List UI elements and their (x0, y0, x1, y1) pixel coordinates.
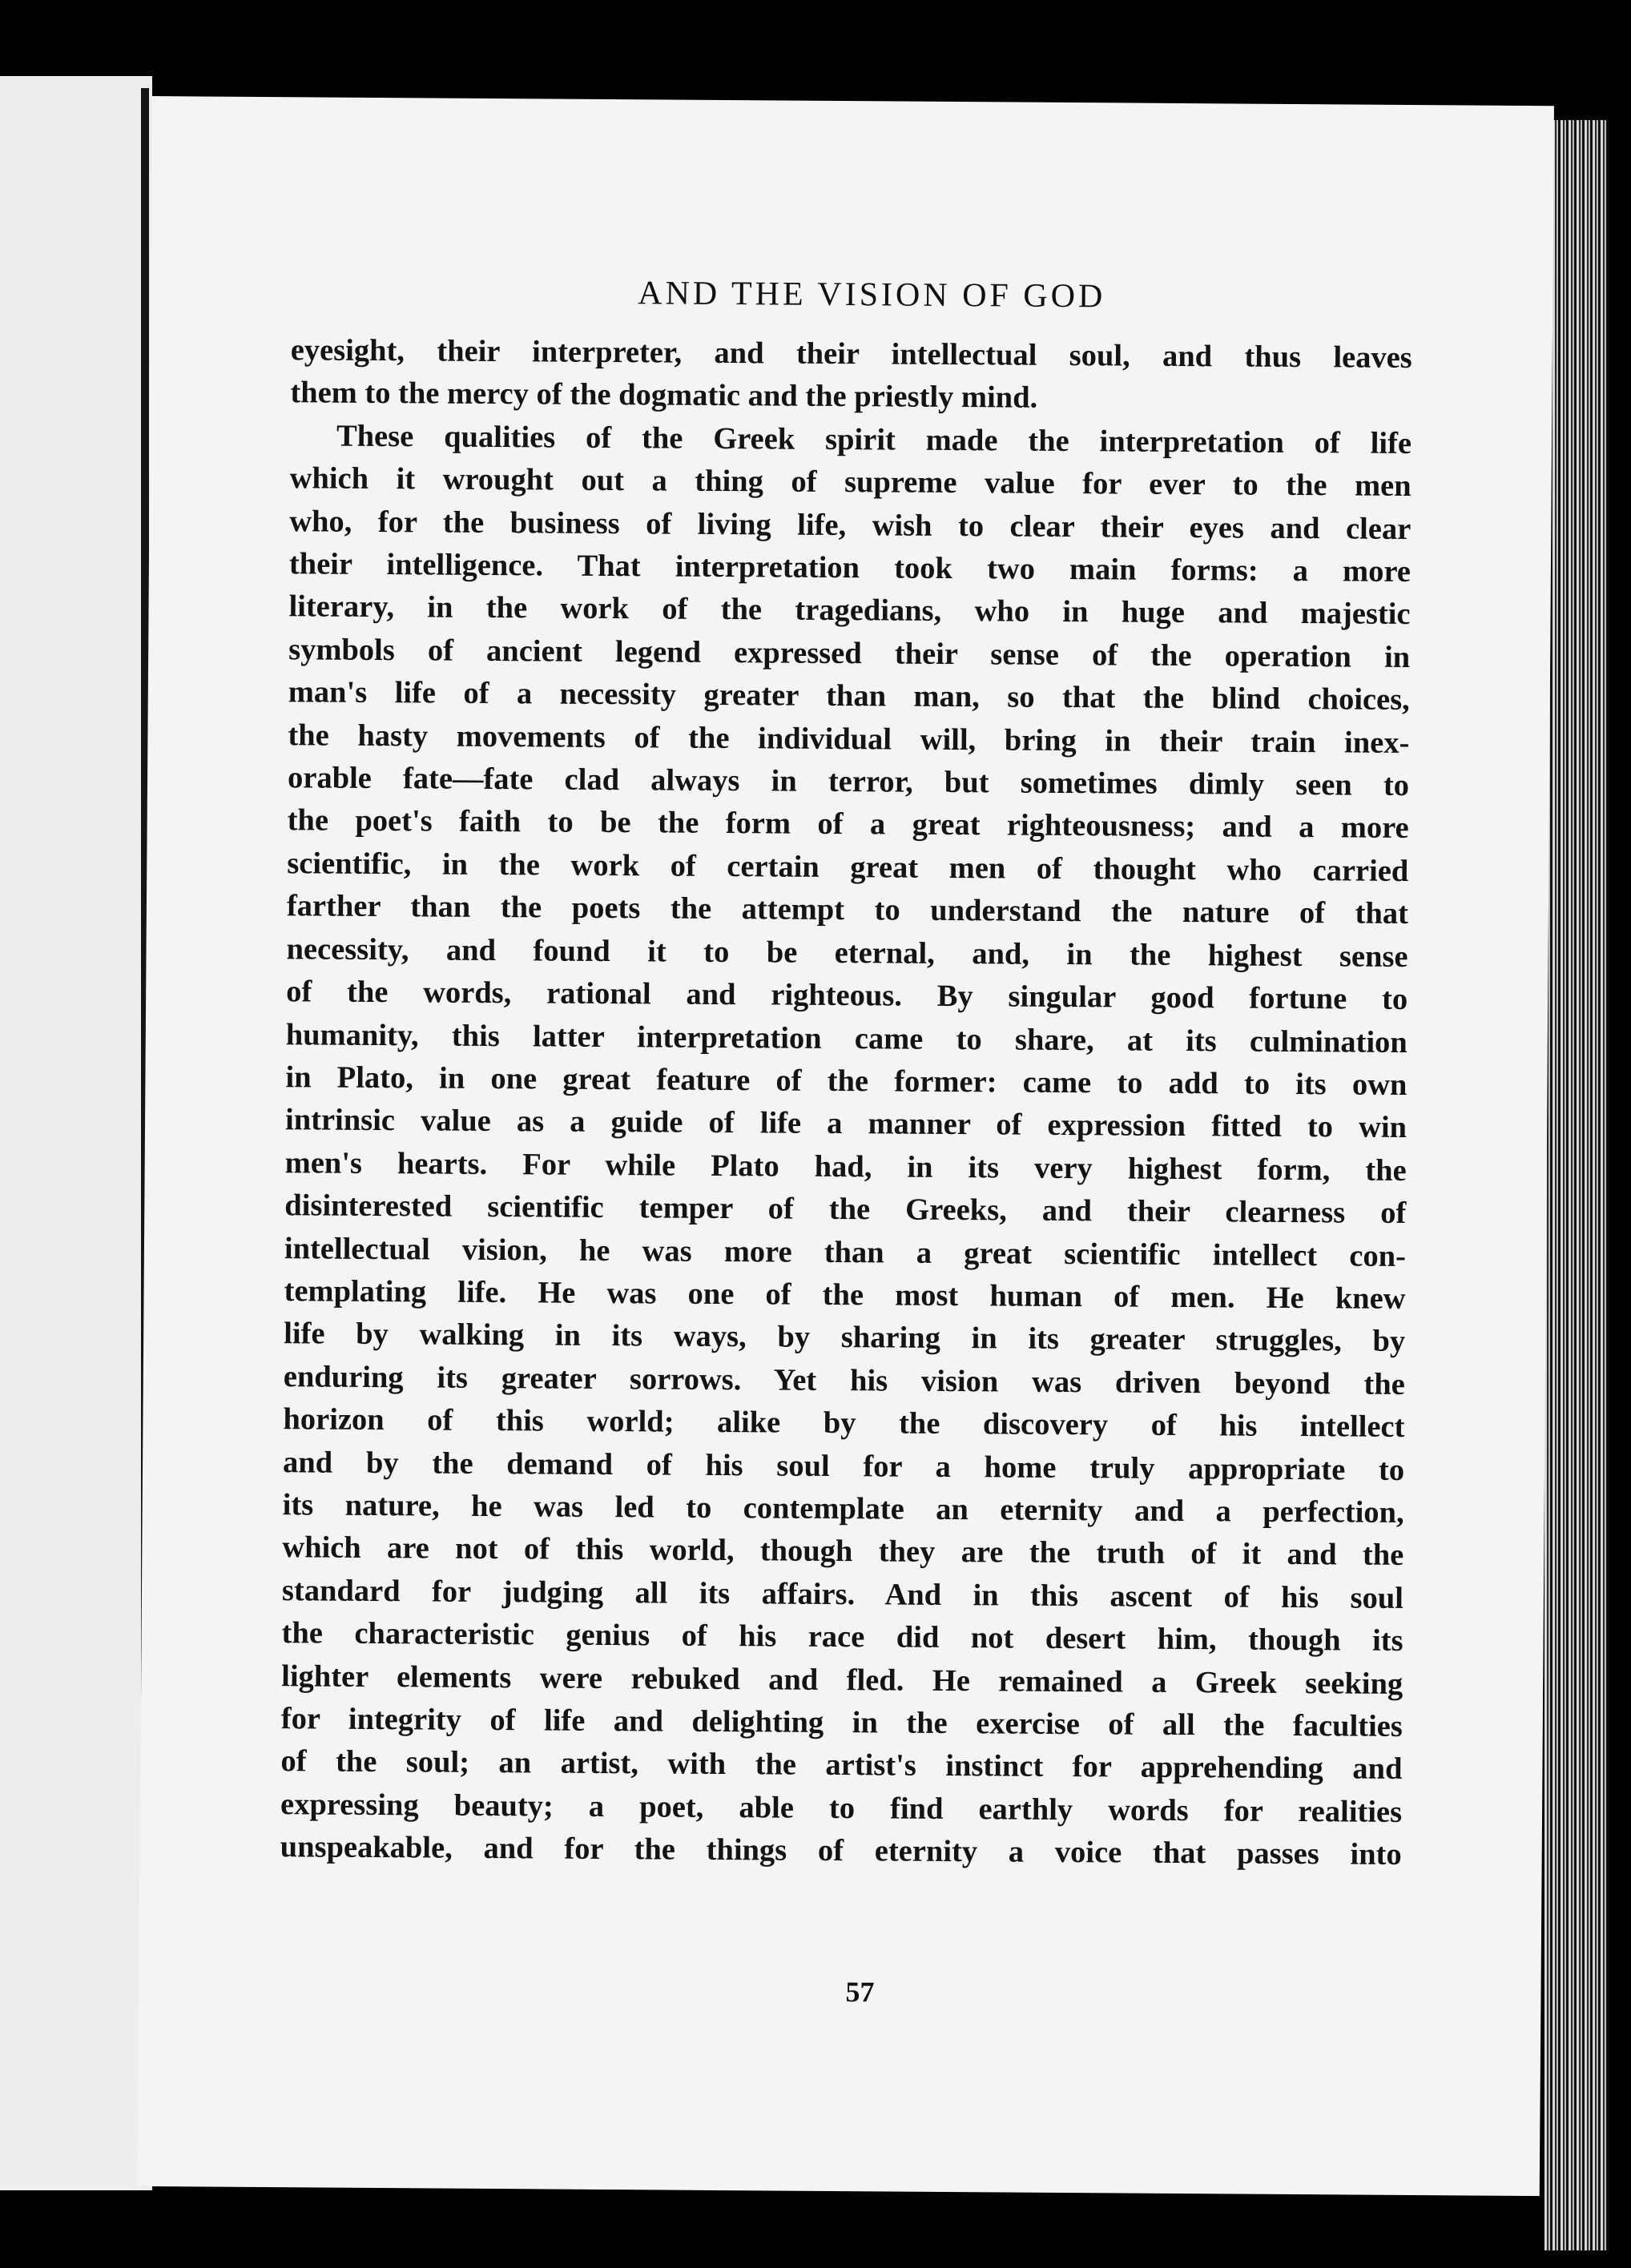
text-line: the poet's faith to be the form of a great righteousness; and a more (287, 803, 1409, 846)
text-line: expressing beauty; a poet, able to find earthly words for realities (280, 1787, 1403, 1829)
text-line: men's hearts. For while Plato had, in its very highest form, the (284, 1145, 1407, 1188)
text-line: horizon of this world; alike by the discovery of his intellect (283, 1402, 1405, 1445)
text-line: who, for the business of living life, wish to clear their eyes and clear (289, 504, 1412, 546)
body-text (280, 329, 1412, 1876)
text-line: which it wrought out a thing of supreme value for ever to the men (289, 461, 1412, 504)
page-number: 57 (845, 1976, 875, 2009)
text-line: which are not of this world, though they are the truth of it and the (282, 1530, 1404, 1573)
text-line: These qualities of the Greek spirit made the interpretation of life (336, 419, 1412, 460)
text-line: them to the mercy of the dogmatic and the priestly mind. (290, 376, 1038, 416)
text-line: its nature, he was led to contemplate an eternity and a perfection, (282, 1488, 1404, 1530)
text-line: orable fate—fate clad always in terror, but sometimes dimly seen to (287, 761, 1410, 803)
text-line: and by the demand of his soul for a home truly appropriate to (282, 1445, 1405, 1487)
text-line: of the soul; an artist, with the artist's instinct for apprehending and (280, 1744, 1403, 1787)
text-line: scientific, in the work of certain great men of thought who carried (287, 846, 1409, 888)
book-page (138, 96, 1554, 2196)
text-line: templating life. He was one of the most human of men. He knew (284, 1274, 1406, 1316)
text-line: intellectual vision, he was more than a great scientific intellect con- (284, 1231, 1407, 1273)
running-head: AND THE VISION OF GOD (638, 275, 1106, 316)
text-line: man's life of a necessity greater than man, so that the blind choices, (288, 675, 1410, 718)
text-line: the hasty movements of the individual will, bring in their train inex- (288, 718, 1410, 760)
text-line: unspeakable, and for the things of eternity a voice that passes into (280, 1830, 1402, 1872)
text-line: their intelligence. That interpretation took two main forms: a more (288, 547, 1412, 589)
text-line: farther than the poets the attempt to understand the nature of that (286, 889, 1409, 931)
text-line: life by walking in its ways, by sharing in its greater struggles, by (284, 1317, 1406, 1359)
text-line: of the words, rational and righteous. By singular good fortune to (286, 975, 1408, 1017)
facing-page-edge (0, 76, 152, 2190)
page-edges (1544, 120, 1609, 2250)
text-line: intrinsic value as a guide of life a manner of expression fitted to win (284, 1103, 1407, 1145)
text-line: in Plato, in one great feature of the former: came to add to its own (285, 1060, 1407, 1102)
text-line: the characteristic genius of his race did not desert him, though its (281, 1616, 1403, 1659)
text-line: disinterested scientific temper of the Greeks, and their clearness of (284, 1188, 1407, 1231)
text-line: eyesight, their interpreter, and their intellectual soul, and thus leaves (290, 333, 1412, 375)
text-line: enduring its greater sorrows. Yet his vision was driven beyond the (283, 1359, 1405, 1401)
text-line: literary, in the work of the tragedians, who in huge and majestic (288, 589, 1411, 632)
text-line: for integrity of life and delighting in the exercise of all the faculties (280, 1702, 1403, 1743)
text-line: necessity, and found it to be eternal, and, in the highest sense (286, 931, 1408, 974)
text-line: lighter elements were rebuked and fled. He remained a Greek seeking (281, 1659, 1403, 1701)
text-line: symbols of ancient legend expressed their sense of the operation in (288, 633, 1411, 674)
text-line: standard for judging all its affairs. And in this ascent of his soul (281, 1573, 1404, 1615)
text-line: humanity, this latter interpretation came to share, at its culmination (285, 1017, 1407, 1060)
